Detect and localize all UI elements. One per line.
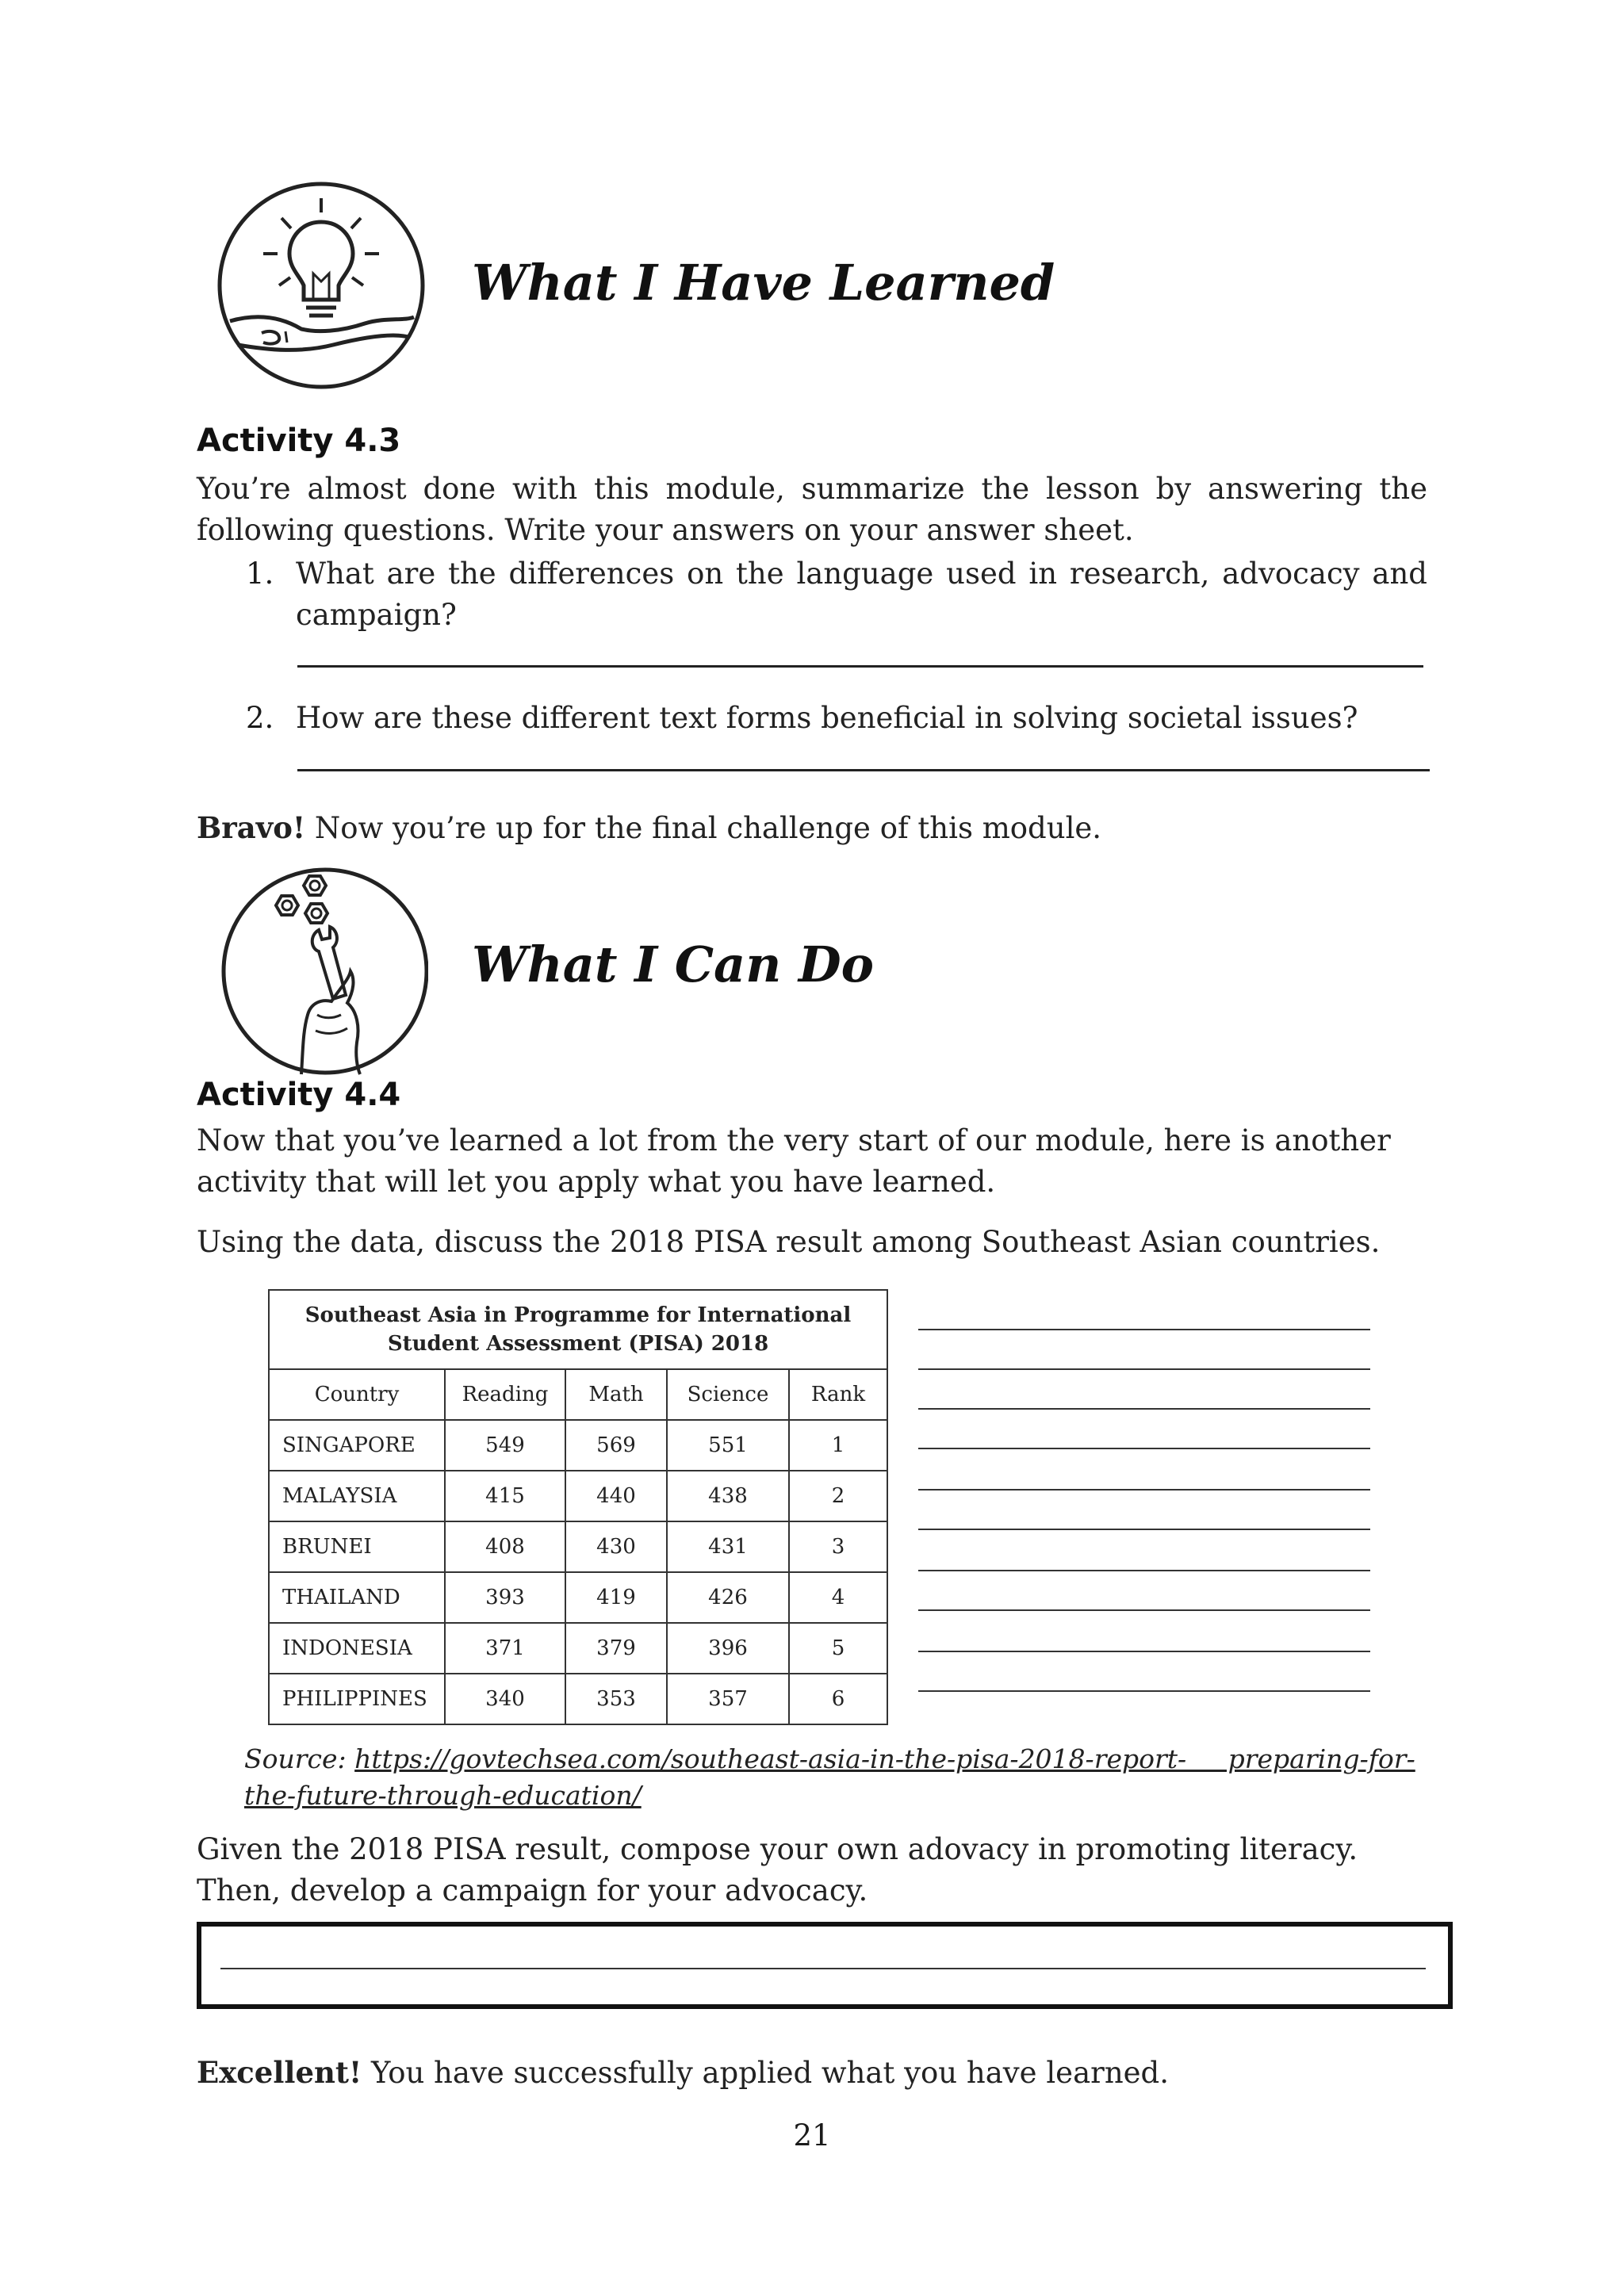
answer-line[interactable] (297, 769, 1430, 771)
activity-4-4-title: Activity 4.4 (197, 1077, 401, 1113)
cell-reading: 415 (445, 1471, 565, 1521)
table-row (269, 1623, 887, 1674)
answer-line[interactable] (918, 1609, 1370, 1611)
cell-science: 438 (667, 1471, 789, 1521)
cell-math: 379 (565, 1623, 667, 1674)
cell-reading: 340 (445, 1674, 565, 1724)
question-number: 2. (246, 701, 274, 735)
column-header-country: Country (269, 1369, 445, 1420)
cell-country: PHILIPPINES (269, 1674, 445, 1724)
cell-math: 353 (565, 1674, 667, 1724)
column-header-rank: Rank (789, 1369, 887, 1420)
answer-line[interactable] (918, 1489, 1370, 1490)
answer-line[interactable] (918, 1448, 1370, 1449)
activity-4-3-title: Activity 4.3 (197, 423, 401, 459)
column-header-reading: Reading (445, 1369, 565, 1420)
cell-country: SINGAPORE (269, 1420, 445, 1471)
instruction-text: Using the data, discuss the 2018 PISA result among Southeast Asian countries. (197, 1225, 1381, 1259)
cell-country: BRUNEI (269, 1521, 445, 1572)
excellent-bold: Excellent! (197, 2055, 362, 2090)
answer-line[interactable] (918, 1368, 1370, 1370)
advocacy-answer-box[interactable] (197, 1922, 1453, 2009)
cell-reading: 371 (445, 1623, 565, 1674)
bravo-text: Now you’re up for the final challenge of this module. (305, 811, 1102, 845)
cell-reading: 549 (445, 1420, 565, 1471)
question-number: 1. (246, 557, 274, 591)
answer-line[interactable] (918, 1408, 1370, 1410)
cell-rank: 1 (789, 1420, 887, 1471)
table-header-row (269, 1369, 887, 1420)
cell-country: MALAYSIA (269, 1471, 445, 1521)
table-row (269, 1572, 887, 1623)
intro-line: activity that will let you apply what you have learned. (197, 1165, 996, 1199)
lightbulb-hand-icon (214, 174, 428, 396)
cell-math: 569 (565, 1420, 667, 1471)
pisa-table (268, 1289, 888, 1725)
page-number: 21 (793, 2118, 831, 2152)
answer-line[interactable] (918, 1529, 1370, 1530)
excellent-text: You have successfully applied what you have learned. (362, 2056, 1169, 2090)
answer-line[interactable] (918, 1690, 1370, 1692)
source-line (244, 1741, 1434, 1777)
source-link[interactable]: the-future-through-education/ (244, 1780, 642, 1811)
question-text: What are the differences on the language used in research, advocacy and (296, 557, 1427, 591)
cell-math: 419 (565, 1572, 667, 1623)
table-row (269, 1521, 887, 1572)
cell-rank: 5 (789, 1623, 887, 1674)
answer-line[interactable] (297, 665, 1423, 668)
bravo-bold: Bravo! (197, 810, 306, 845)
cell-science: 396 (667, 1623, 789, 1674)
bravo-message (197, 807, 1427, 849)
table-row (269, 1420, 887, 1471)
cell-rank: 2 (789, 1471, 887, 1521)
intro-line: following questions. Write your answers on your answer sheet. (197, 513, 1134, 547)
cell-math: 430 (565, 1521, 667, 1572)
advocacy-instruction: Then, develop a campaign for your advocacy. (197, 1873, 868, 1908)
table-caption-line: Southeast Asia in Programme for International (304, 1303, 852, 1327)
table-caption-line: Student Assessment (PISA) 2018 (387, 1332, 769, 1356)
cell-reading: 408 (445, 1521, 565, 1572)
answer-line[interactable] (918, 1651, 1370, 1652)
answer-line[interactable] (918, 1329, 1370, 1330)
cell-rank: 3 (789, 1521, 887, 1572)
source-line (244, 1777, 1434, 1814)
section-title-what-i-have-learned: What I Have Learned (472, 254, 1055, 312)
source-link[interactable]: https://govtechsea.com/southeast-asia-in-the-pisa-2018-report- preparing-for- (354, 1743, 1415, 1774)
cell-country: INDONESIA (269, 1623, 445, 1674)
answer-line[interactable] (918, 1570, 1370, 1571)
question-text: campaign? (296, 598, 457, 632)
table-caption (269, 1290, 887, 1369)
cell-country: THAILAND (269, 1572, 445, 1623)
cell-rank: 4 (789, 1572, 887, 1623)
cell-science: 426 (667, 1572, 789, 1623)
wrench-hand-icon (214, 860, 428, 1082)
table-row (269, 1674, 887, 1724)
section-title-what-i-can-do: What I Can Do (472, 936, 874, 993)
answer-line[interactable] (220, 1968, 1426, 1969)
cell-reading: 393 (445, 1572, 565, 1623)
advocacy-instruction: Given the 2018 PISA result, compose your own adovacy in promoting literacy. (197, 1832, 1358, 1866)
table-row (269, 1471, 887, 1521)
table-caption-row (269, 1290, 887, 1369)
source-label: Source: (244, 1743, 355, 1774)
cell-science: 357 (667, 1674, 789, 1724)
column-header-science: Science (667, 1369, 789, 1420)
excellent-message (197, 2052, 1465, 2094)
intro-line: Now that you’ve learned a lot from the very start of our module, here is another (197, 1123, 1391, 1158)
column-header-math: Math (565, 1369, 667, 1420)
cell-science: 551 (667, 1420, 789, 1471)
cell-rank: 6 (789, 1674, 887, 1724)
cell-science: 431 (667, 1521, 789, 1572)
question-text: How are these different text forms beneficial in solving societal issues? (296, 701, 1358, 735)
cell-math: 440 (565, 1471, 667, 1521)
intro-line: You’re almost done with this module, summarize the lesson by answering the (197, 472, 1427, 506)
